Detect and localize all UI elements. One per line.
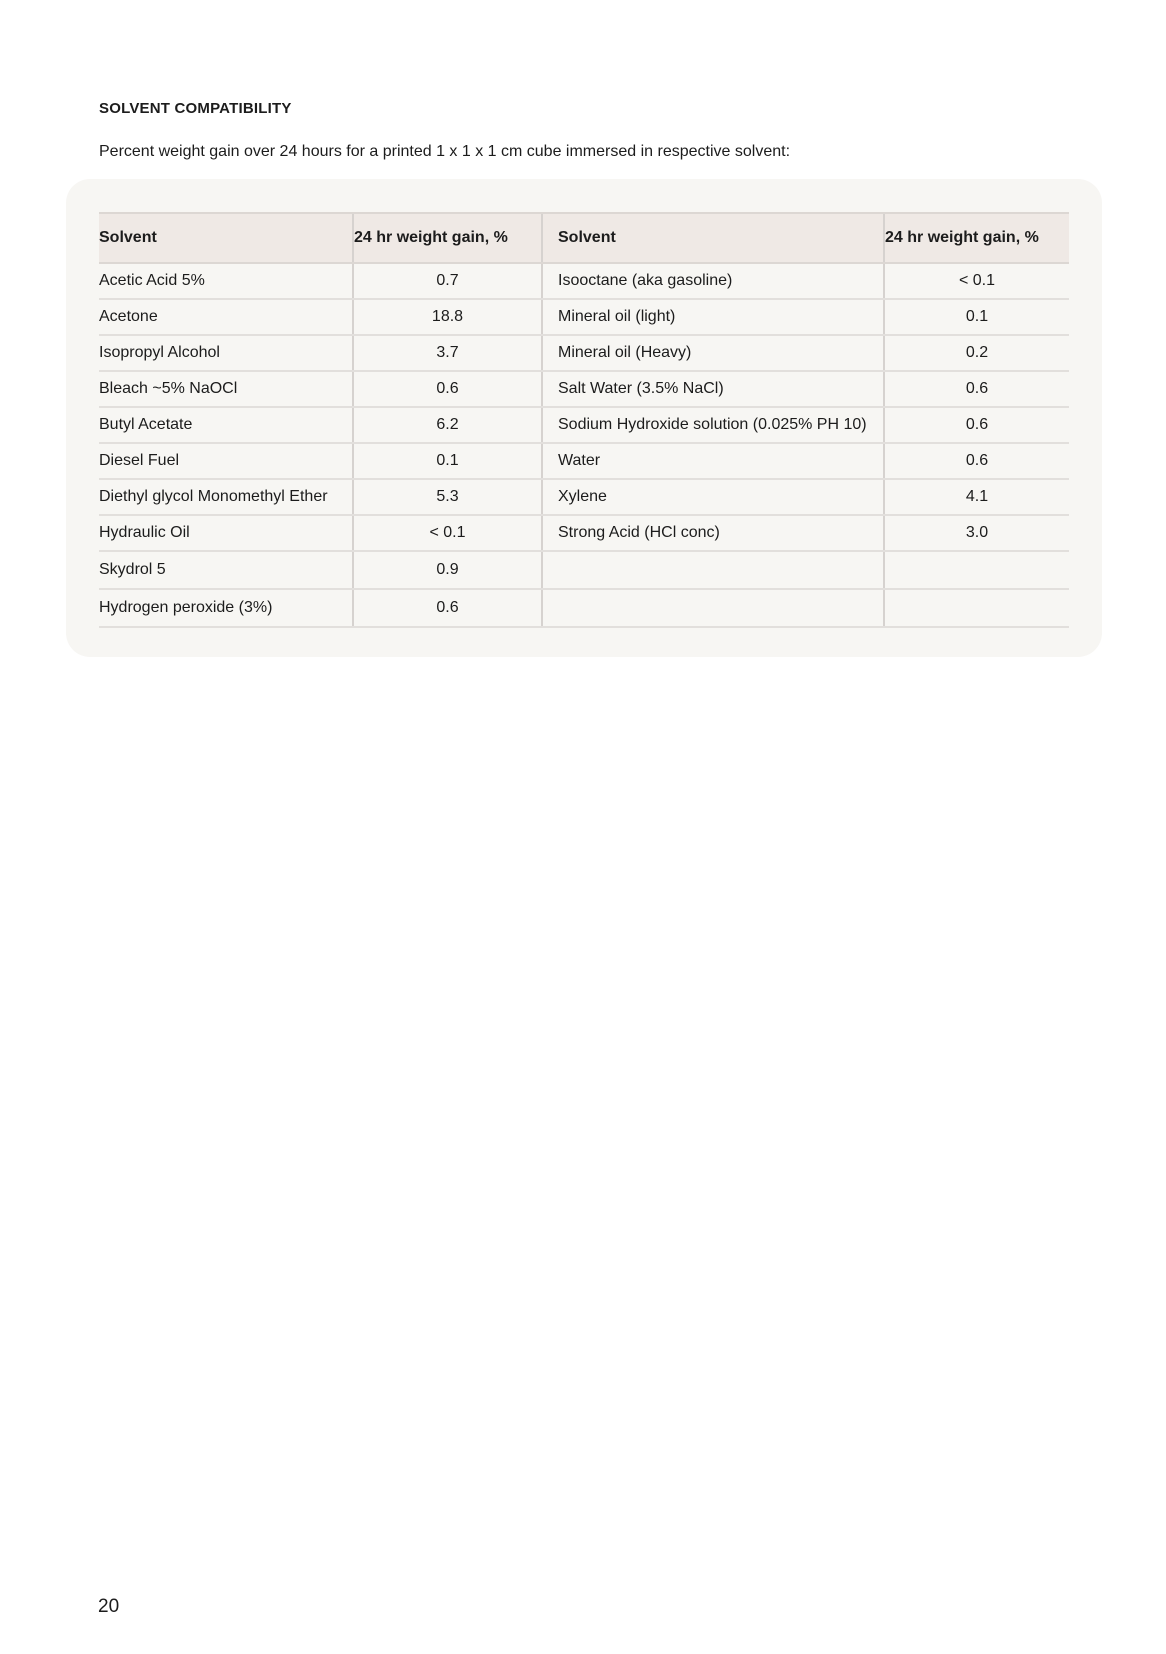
solvent-name: Sodium Hydroxide solution (0.025% PH 10) bbox=[542, 407, 884, 443]
table-row bbox=[99, 299, 1069, 335]
weight-gain-value bbox=[884, 589, 1069, 627]
solvent-name bbox=[542, 551, 884, 589]
header-weight-gain: 24 hr weight gain, % bbox=[353, 213, 542, 263]
solvent-name: Water bbox=[542, 443, 884, 479]
solvent-name: Diesel Fuel bbox=[99, 443, 353, 479]
table-row bbox=[99, 263, 1069, 299]
table-row bbox=[99, 371, 1069, 407]
solvent-name: Bleach ~5% NaOCl bbox=[99, 371, 353, 407]
table-row bbox=[99, 407, 1069, 443]
table-row bbox=[99, 443, 1069, 479]
table-row bbox=[99, 479, 1069, 515]
weight-gain-value: 6.2 bbox=[353, 407, 542, 443]
table-header-row bbox=[99, 213, 1069, 263]
weight-gain-value: 0.6 bbox=[884, 443, 1069, 479]
solvent-name: Isopropyl Alcohol bbox=[99, 335, 353, 371]
intro-text: Percent weight gain over 24 hours for a printed 1 x 1 x 1 cm cube immersed in respective solvent: bbox=[99, 143, 791, 160]
solvent-name: Mineral oil (Heavy) bbox=[542, 335, 884, 371]
weight-gain-value: 0.6 bbox=[353, 589, 542, 627]
weight-gain-value: 0.6 bbox=[884, 371, 1069, 407]
header-weight-gain: 24 hr weight gain, % bbox=[884, 213, 1069, 263]
weight-gain-value: 5.3 bbox=[353, 479, 542, 515]
weight-gain-value: 0.6 bbox=[884, 407, 1069, 443]
header-solvent: Solvent bbox=[99, 213, 353, 263]
weight-gain-value: 0.1 bbox=[884, 299, 1069, 335]
solvent-name: Hydrogen peroxide (3%) bbox=[99, 589, 353, 627]
page-number: 20 bbox=[98, 1596, 120, 1617]
table-row bbox=[99, 589, 1069, 627]
weight-gain-value: 3.7 bbox=[353, 335, 542, 371]
table-row bbox=[99, 515, 1069, 551]
solvent-name: Diethyl glycol Monomethyl Ether bbox=[99, 479, 353, 515]
weight-gain-value: 18.8 bbox=[353, 299, 542, 335]
solvent-name: Xylene bbox=[542, 479, 884, 515]
weight-gain-value: 3.0 bbox=[884, 515, 1069, 551]
solvent-name: Hydraulic Oil bbox=[99, 515, 353, 551]
solvent-name: Mineral oil (light) bbox=[542, 299, 884, 335]
solvent-name: Strong Acid (HCl conc) bbox=[542, 515, 884, 551]
solvent-name: Isooctane (aka gasoline) bbox=[542, 263, 884, 299]
weight-gain-value: 0.2 bbox=[884, 335, 1069, 371]
solvent-name bbox=[542, 589, 884, 627]
table-row bbox=[99, 551, 1069, 589]
solvent-name: Acetic Acid 5% bbox=[99, 263, 353, 299]
weight-gain-value: 0.9 bbox=[353, 551, 542, 589]
solvent-name: Butyl Acetate bbox=[99, 407, 353, 443]
weight-gain-value: 0.1 bbox=[353, 443, 542, 479]
weight-gain-value: 0.7 bbox=[353, 263, 542, 299]
weight-gain-value: < 0.1 bbox=[884, 263, 1069, 299]
table-row bbox=[99, 335, 1069, 371]
header-solvent: Solvent bbox=[542, 213, 884, 263]
weight-gain-value bbox=[884, 551, 1069, 589]
solvent-compatibility-table bbox=[99, 212, 1069, 628]
solvent-name: Acetone bbox=[99, 299, 353, 335]
solvent-name: Skydrol 5 bbox=[99, 551, 353, 589]
weight-gain-value: < 0.1 bbox=[353, 515, 542, 551]
weight-gain-value: 4.1 bbox=[884, 479, 1069, 515]
section-title: SOLVENT COMPATIBILITY bbox=[99, 100, 292, 117]
weight-gain-value: 0.6 bbox=[353, 371, 542, 407]
solvent-name: Salt Water (3.5% NaCl) bbox=[542, 371, 884, 407]
